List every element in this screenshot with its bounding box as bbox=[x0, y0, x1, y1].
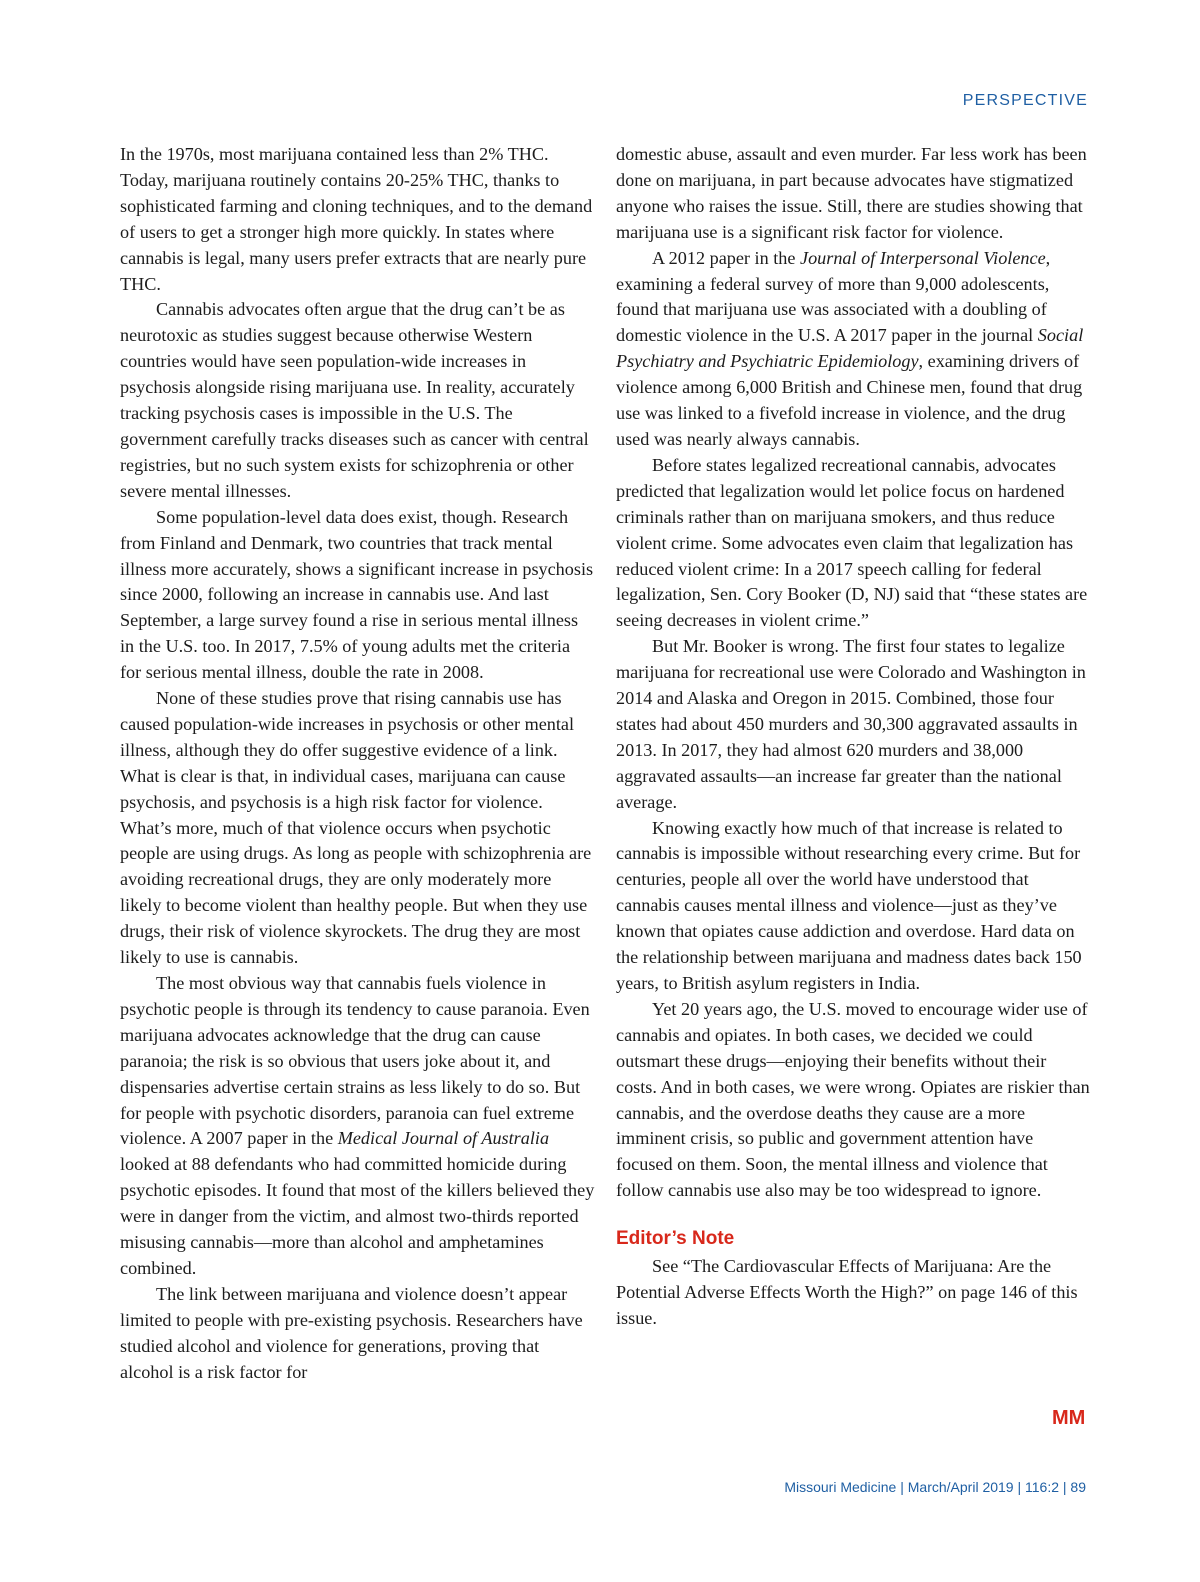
paragraph: Knowing exactly how much of that increase is related to cannabis is impossible without researching every crime. But for centuries, people all over the world have understood that cannabis causes mental illness and violence—just as they’ve known that opiates cause addiction and overdose. Hard data on the relationship between marijuana and madness dates back 150 years, to British asylum registers in India. bbox=[616, 817, 1082, 993]
section-label: PERSPECTIVE bbox=[962, 92, 1088, 109]
paragraph-text: looked at 88 defendants who had committed homicide during psychotic episodes. It found that most of the killers believed they were in danger from the victim, and almost two-thirds reported misusing cannabis—more than alcohol and amphetamines combined. bbox=[120, 1154, 595, 1278]
paragraph: Cannabis advocates often argue that the drug can’t be as neurotoxic as studies suggest because otherwise Western countries would have seen population-wide increases in psychosis alongside rising marijuana use. In reality, accurately tracking psychosis cases is impossible in the U.S. The government carefully tracks diseases such as cancer with central registries, but no such system exists for schizophrenia or other severe mental illnesses. bbox=[120, 299, 589, 501]
editor-note-text: See “The Cardiovascular Effects of Marijuana: Are the Potential Adverse Effects Worth the High?” on page 146 of this issue. bbox=[616, 1256, 1078, 1328]
paragraph: None of these studies prove that rising cannabis use has caused population-wide increases in psychosis or other mental illness, although they do offer suggestive evidence of a link. What is clear is that, in individual cases, marijuana can cause psychosis, and psychosis is a high risk factor for violence. What’s more, much of that violence occurs when psychotic people are using drugs. As long as people with schizophrenia are avoiding recreational drugs, they are only moderately more likely to become violent than healthy people. But when they use drugs, their risk of violence skyrockets. The drug they are most likely to use is cannabis. bbox=[120, 688, 592, 968]
paragraph-text: , examining a federal survey of more than 9,000 adolescents, found that marijuana use was associated with a doubling of domestic violence in the U.S. A 2017 paper in the journal bbox=[616, 247, 1051, 346]
paragraph-text: , examining drivers of violence among 6,000 British and Chinese men, found that drug use was linked to a fivefold increase in violence, and the drug used was nearly always cannabis. bbox=[616, 351, 1083, 449]
paragraph: In the 1970s, most marijuana contained less than 2% THC. Today, marijuana routinely contains 20-25% THC, thanks to sophisticated farming and cloning techniques, and to the demand of users to get a stronger high more quickly. In states where cannabis is legal, many users prefer extracts that are nearly pure THC. bbox=[120, 144, 593, 294]
journal-title: Medical Journal of Australia bbox=[337, 1128, 550, 1149]
paragraph bbox=[616, 246, 1091, 453]
paragraph: But Mr. Booker is wrong. The first four states to legalize marijuana for recreational use were Colorado and Washington in 2014 and Alaska and Oregon in 2015. Combined, those four states had about 450 murders and 30,300 aggravated assaults in 2013. In 2017, they had almost 620 murders and 38,000 aggravated assaults—an increase far greater than the national average. bbox=[616, 636, 1086, 812]
right-column bbox=[616, 142, 1091, 1332]
paragraph: Yet 20 years ago, the U.S. moved to encourage wider use of cannabis and opiates. In both cases, we decided we could outsmart these drugs—enjoying their benefits without their costs. And in both cases, we were wrong. Opiates are riskier than cannabis, and the overdose deaths they cause are a more imminent crisis, so public and government attention have focused on them. Soon, the mental illness and violence that follow cannabis use also may be too widespread to ignore. bbox=[616, 998, 1090, 1201]
journal-title: Journal of Interpersonal Violence bbox=[800, 247, 1046, 268]
editor-note-heading: Editor’s Note bbox=[616, 1228, 735, 1250]
end-mark: MM bbox=[1052, 1407, 1086, 1429]
paragraph-text: A 2012 paper in the bbox=[652, 247, 800, 268]
journal-title: Social Psychiatry and Psychiatric Epidemiology bbox=[616, 325, 1084, 372]
paragraph: Some population-level data does exist, though. Research from Finland and Denmark, two countries that track mental illness more accurately, shows a significant increase in psychosis since 2000, following an increase in cannabis use. And last September, a large survey found a rise in serious mental illness in the U.S. too. In 2017, 7.5% of young adults met the criteria for serious mental illness, double the rate in 2008. bbox=[120, 506, 594, 683]
paragraph: domestic abuse, assault and even murder. Far less work has been done on marijuana, in part because advocates have stigmatized anyone who raises the issue. Still, there are studies showing that marijuana use is a significant risk factor for violence. bbox=[616, 144, 1087, 242]
page-footer: Missouri Medicine | March/April 2019 | 116:2 | 89 bbox=[784, 1479, 1086, 1495]
left-column bbox=[120, 142, 595, 1386]
paragraph: Before states legalized recreational cannabis, advocates predicted that legalization would let police focus on hardened criminals rather than on marijuana smokers, and thus reduce violent crime. Some advocates even claim that legalization has reduced violent crime: In a 2017 speech calling for federal legalization, Sen. Cory Booker (D, NJ) said that “these states are seeing decreases in violent crime.” bbox=[616, 454, 1088, 631]
paragraph-text: The most obvious way that cannabis fuels violence in psychotic people is through its tendency to cause paranoia. Even marijuana advocates acknowledge that the drug can cause paranoia; the risk is so obvious that users joke about it, and dispensaries advertise certain strains as less likely to do so. But for people with psychotic disorders, paranoia can fuel extreme violence. A 2007 paper in the bbox=[120, 973, 590, 1149]
paragraph bbox=[120, 971, 595, 1282]
paragraph: The link between marijuana and violence doesn’t appear limited to people with pre-existing psychosis. Researchers have studied alcohol and violence for generations, proving that alcohol is a risk factor for bbox=[120, 1283, 583, 1382]
